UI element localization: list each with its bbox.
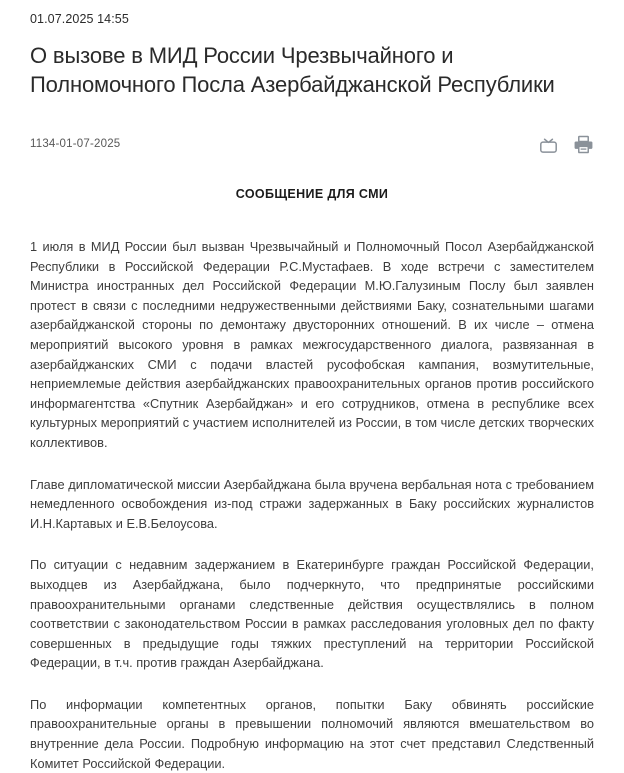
article-paragraph: По информации компетентных органов, попытки Баку обвинять российские правоохранительные органы в превышении полномочий являются вмешательством во внутренние дела России. Подробную информацию на этот счет представил Следственный Комитет Российской Федерации. bbox=[30, 696, 594, 771]
article-paragraph: По ситуации с недавним задержанием в Екатеринбурге граждан Российской Федерации, выходцев из Азербайджана, было подчеркнуто, что предпринятые российскими правоохранительными органами следственные действия осуществлялись в полном соответствии с законодательством России в рамках расследования уголовных дел по факту совершенных в предыдущие годы тяжких преступлений на территории Российской Федерации, в т.ч. против граждан Азербайджана. bbox=[30, 557, 594, 671]
section-heading: СООБЩЕНИЕ ДЛЯ СМИ bbox=[235, 187, 389, 201]
action-toolbar bbox=[537, 133, 594, 155]
article-body bbox=[30, 237, 594, 773]
page-title: О вызове в МИД России Чрезвычайного и Полномочного Посла Азербайджанской Республики bbox=[30, 43, 555, 97]
printer-icon-glyph bbox=[573, 134, 594, 155]
article-paragraph: 1 июля в МИД России был вызван Чрезвычайный и Полномочный Посол Азербайджанской Республики в Российской Федерации Р.С.Мустафаев. В ходе встречи с заместителем Министра иностранных дел Российской Федерации М.Ю.Галузиным Послу был заявлен протест в связи с последними недружественными действиями Баку, сознательными шагами азербайджанской стороны по демонтажу двусторонних отношений. В их числе – отмена мероприятий высокого уровня в рамках межгосударственного диалога, развязанная в азербайджанских СМИ с подачи властей русофобская кампания, возмутительные, неприемлемые действия азербайджанских правоохранительных органов против российского информагентства «Спутник Азербайджан» и его сотрудников, отмена в республике всех культурных мероприятий с участием исполнителей из России, в том числе детских творческих коллективов. bbox=[30, 239, 594, 450]
printer-icon[interactable] bbox=[572, 133, 594, 155]
document-id: 1134-01-07-2025 bbox=[30, 138, 121, 150]
article-paragraph: Главе дипломатической миссии Азербайджана была вручена вербальная нота с требованием немедленного освобождения из-под стражи задержанных в Баку российских журналистов И.Н.Картавых и Е.В.Белоусова. bbox=[30, 476, 594, 531]
publish-timestamp: 01.07.2025 14:55 bbox=[30, 12, 129, 26]
tv-icon[interactable] bbox=[537, 133, 559, 155]
tv-icon-glyph bbox=[538, 134, 559, 155]
document-meta-row bbox=[30, 131, 594, 157]
